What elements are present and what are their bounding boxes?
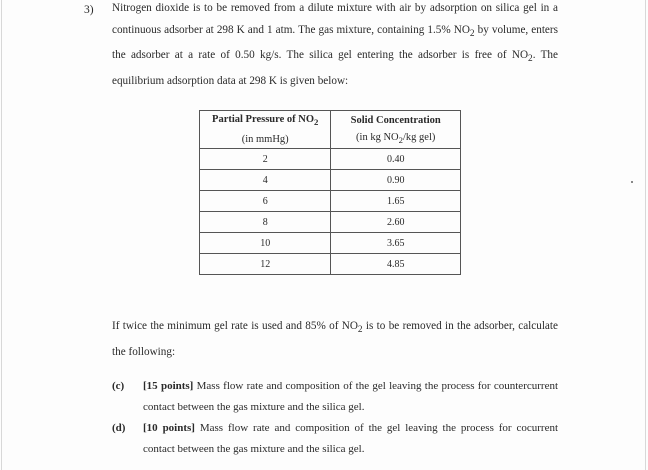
concentration-cell: 2.60 — [331, 212, 461, 233]
table-row — [200, 149, 461, 170]
concentration-cell: 0.40 — [331, 149, 461, 170]
concentration-cell: 3.65 — [331, 233, 461, 254]
intro-text-2: by volume, enters the adsorber at a rate of 0.50 kg/s. The silica gel entering the adsorber is free of NO — [112, 23, 558, 62]
part-d — [112, 418, 558, 460]
concentration-cell: 4.85 — [331, 254, 461, 275]
part-label: (d) — [112, 422, 126, 434]
table-row — [200, 254, 461, 275]
page-edge-left — [1, 0, 2, 470]
pressure-cell: 2 — [200, 149, 331, 170]
pressure-cell: 10 — [200, 233, 331, 254]
part-c — [112, 376, 558, 418]
scan-speck — [631, 181, 633, 183]
no2-subscript: 2 — [469, 28, 475, 39]
points-badge: [15 points] — [143, 380, 194, 392]
table-row — [200, 170, 461, 191]
intro-text-3: . The equilibrium adsorption data at 298 K is given below: — [112, 49, 558, 87]
pressure-unit: (in mmHg) — [200, 130, 331, 149]
pressure-cell: 4 — [200, 170, 331, 191]
concentration-column-header: Solid Concentration — [331, 111, 461, 131]
table-row — [200, 191, 461, 212]
concentration-cell: 1.65 — [331, 191, 461, 212]
no2-subscript: 2 — [398, 135, 403, 146]
table-header-row — [200, 111, 461, 131]
part-label: (c) — [112, 380, 125, 392]
table-row — [200, 212, 461, 233]
concentration-unit: (in kg $NO_2/kg$ gel) — [331, 130, 461, 149]
intro-text-1: Nitrogen dioxide is to be removed from a dilute mixture with air by adsorption on silica gel in a continuous adsorber at 298 K and 1 atm. The gas mixture, containing 1.5% NO — [112, 2, 558, 36]
pressure-column-header: Partial Pressure of $NO_2$ — [200, 111, 331, 131]
page-edge-right — [645, 0, 646, 470]
question-number: 3) — [84, 4, 94, 16]
equilibrium-data-table — [199, 110, 461, 275]
no2-subscript: 2 — [314, 117, 319, 128]
no2-subscript: 2 — [357, 325, 363, 336]
pressure-cell: 6 — [200, 191, 331, 212]
points-badge: [10 points] — [143, 422, 195, 434]
pressure-cell: 12 — [200, 254, 331, 275]
part-text: Mass flow rate and composition of the gel leaving the process for countercurrent contact between the gas mixture and the silica gel. — [143, 380, 559, 413]
table-unit-row — [200, 130, 461, 149]
part-text: Mass flow rate and composition of the gel leaving the process for cocurrent contact between the gas mixture and the silica gel. — [143, 422, 559, 455]
table-row — [200, 233, 461, 254]
pressure-cell: 8 — [200, 212, 331, 233]
problem-statement — [112, 0, 558, 92]
concentration-cell: 0.90 — [331, 170, 461, 191]
condition-statement: If twice the minimum gel rate is used and 85% of $NO_2$ is to be removed in the adsorber, calculate the following: — [112, 320, 558, 359]
no2-subscript: 2 — [528, 54, 533, 65]
